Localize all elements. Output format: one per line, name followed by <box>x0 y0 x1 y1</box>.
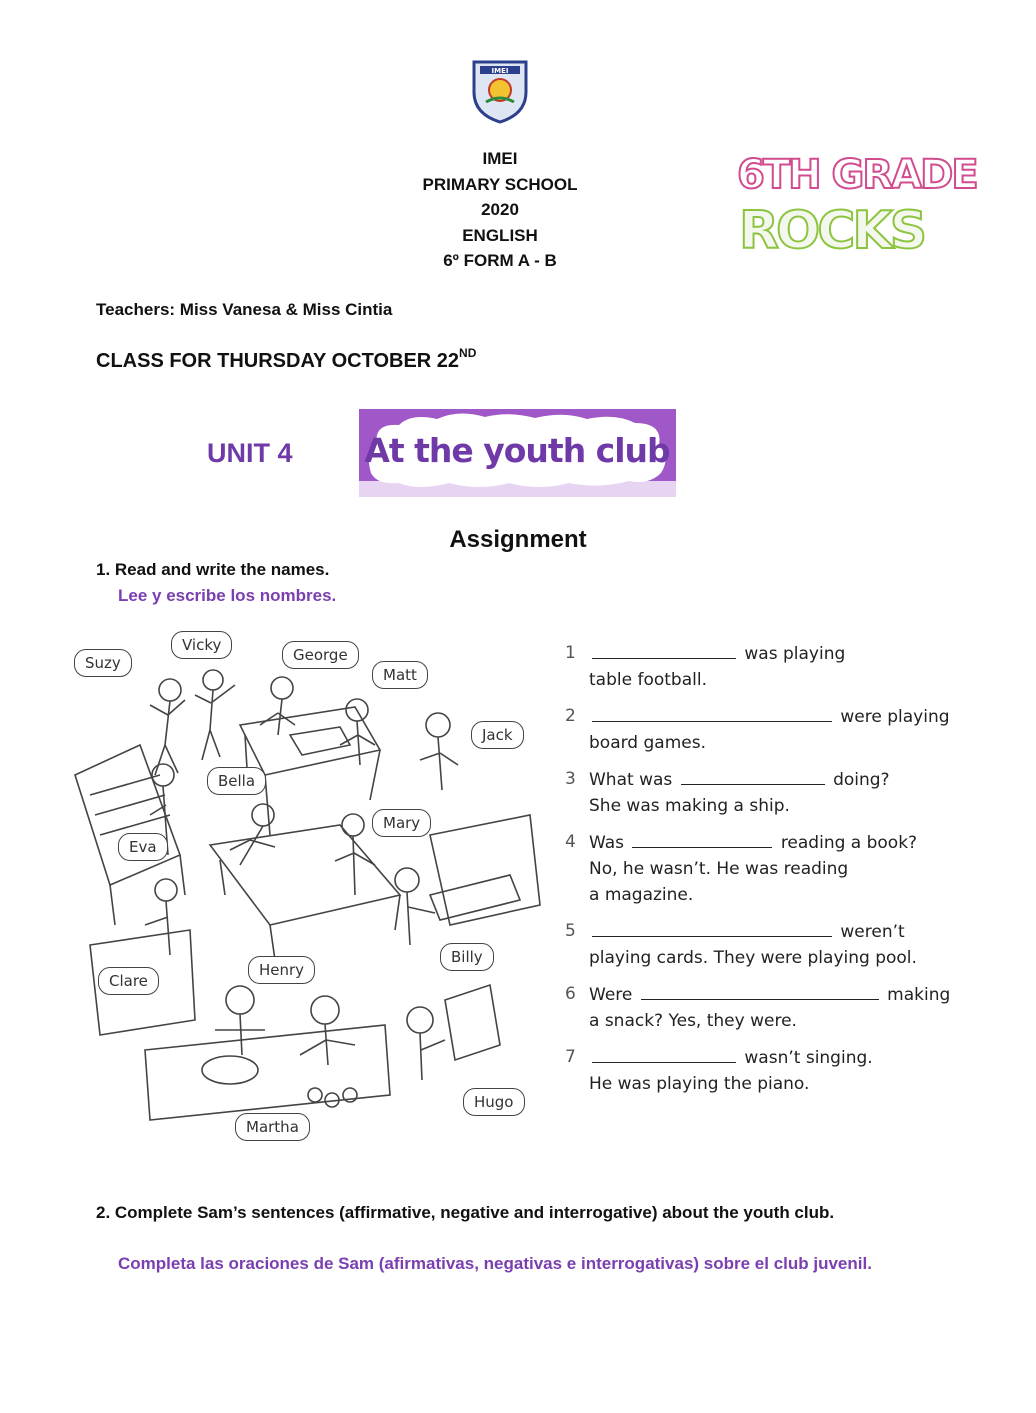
unit-label: UNIT 4 <box>207 438 293 468</box>
answer-blank-4[interactable] <box>632 829 772 848</box>
unit-banner-title: At the youth club <box>364 431 670 470</box>
name-label-eva: Eva <box>118 833 168 861</box>
name-labels <box>70 625 535 1145</box>
item-number: 6 <box>565 984 576 1004</box>
name-label-clare: Clare <box>98 967 159 995</box>
class-date-suffix: ND <box>459 346 477 360</box>
question-2-title: 2. Complete Sam’s sentences (affirmative, negative and interrogative) about the youth club. <box>96 1203 835 1222</box>
item-text: board games. <box>589 733 706 753</box>
item-text: She was making a ship. <box>589 796 790 816</box>
item-text: a magazine. <box>589 885 694 905</box>
logo-line-2: ROCKS <box>739 201 925 261</box>
exercise-item-5 <box>565 918 985 971</box>
name-label-martha: Martha <box>235 1113 310 1141</box>
item-text: He was playing the piano. <box>589 1074 810 1094</box>
answer-blank-6[interactable] <box>641 981 879 1000</box>
exercise-item-6 <box>565 981 985 1034</box>
item-text: What was <box>589 770 673 790</box>
name-label-matt: Matt <box>372 661 428 689</box>
unit-banner <box>359 409 676 497</box>
class-date-heading <box>96 346 477 373</box>
item-text: table football. <box>589 670 707 690</box>
item-text: playing cards. They were playing pool. <box>589 948 917 968</box>
item-text: making <box>887 985 951 1005</box>
exercise-item-2 <box>565 703 985 756</box>
header-line-year: 2020 <box>481 200 519 219</box>
item-text: wasn’t singing. <box>744 1048 873 1068</box>
item-number: 7 <box>565 1047 576 1067</box>
header-line-form: 6º FORM A - B <box>443 251 557 270</box>
item-text: No, he wasn’t. He was reading <box>589 859 849 879</box>
answer-blank-7[interactable] <box>592 1044 736 1063</box>
exercise-item-3 <box>565 766 985 819</box>
question-2-subtitle: Completa las oraciones de Sam (afirmativas, negativas e interrogativas) sobre el club juvenil. <box>118 1254 872 1273</box>
name-label-suzy: Suzy <box>74 649 132 677</box>
item-number: 2 <box>565 706 576 726</box>
name-label-jack: Jack <box>471 721 524 749</box>
name-label-henry: Henry <box>248 956 315 984</box>
item-text: was playing <box>744 644 846 664</box>
sixth-grade-rocks-logo <box>735 140 977 265</box>
name-label-billy: Billy <box>440 943 494 971</box>
exercise-item-1 <box>565 640 985 693</box>
answer-blank-2[interactable] <box>592 703 832 722</box>
item-text: a snack? Yes, they were. <box>589 1011 797 1031</box>
answer-blank-5[interactable] <box>592 918 832 937</box>
header-line-school: PRIMARY SCHOOL <box>422 174 578 194</box>
name-label-george: George <box>282 641 359 669</box>
item-text: Was <box>589 833 624 853</box>
header-line-imei: IMEI <box>482 149 518 168</box>
question-1-subtitle: Lee y escribe los nombres. <box>118 586 337 605</box>
item-text: reading a book? <box>780 833 918 853</box>
answer-blank-1[interactable] <box>592 640 736 659</box>
item-number: 3 <box>565 769 576 789</box>
item-number: 4 <box>565 832 576 852</box>
exercise-item-7 <box>565 1044 985 1097</box>
teachers-line: Teachers: Miss Vanesa & Miss Cintia <box>96 300 393 319</box>
item-text: were playing <box>840 707 950 727</box>
item-number: 1 <box>565 643 576 663</box>
school-crest-logo <box>470 58 530 124</box>
school-header <box>350 146 650 274</box>
class-date-text: CLASS FOR THURSDAY OCTOBER 22 <box>96 350 460 372</box>
assignment-title: Assignment <box>449 526 587 553</box>
name-label-vicky: Vicky <box>171 631 232 659</box>
answer-blank-3[interactable] <box>681 766 825 785</box>
item-text: Were <box>589 985 633 1005</box>
logo-line-1: 6TH GRADE <box>737 152 977 198</box>
header-line-subject: ENGLISH <box>462 225 538 245</box>
item-text: doing? <box>833 770 890 790</box>
name-label-bella: Bella <box>207 767 266 795</box>
exercise-list <box>565 640 985 1107</box>
crest-text: IMEI <box>491 67 509 75</box>
exercise-item-4 <box>565 829 985 908</box>
item-number: 5 <box>565 921 576 941</box>
item-text: weren’t <box>840 922 905 942</box>
question-1-title: 1. Read and write the names. <box>96 560 330 579</box>
name-label-mary: Mary <box>372 809 431 837</box>
name-label-hugo: Hugo <box>463 1088 525 1116</box>
